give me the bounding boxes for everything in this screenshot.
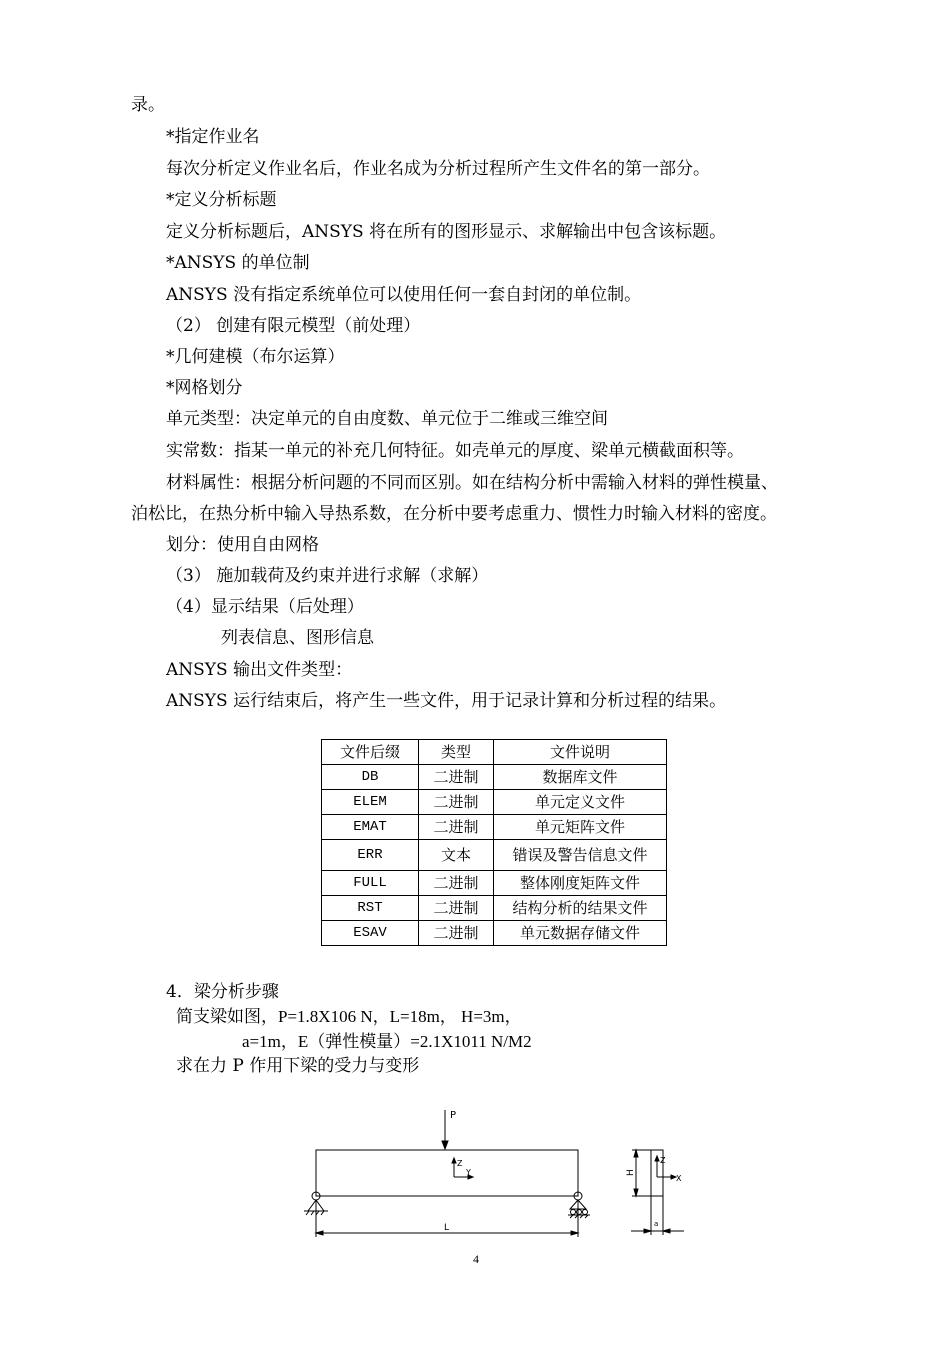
job-name-text: 每次分析定义作业名后，作业名成为分析过程所产生文件名的第一部分。: [166, 159, 710, 179]
section-z-label: Z: [660, 1156, 666, 1165]
cell-suffix: EMAT: [322, 815, 419, 840]
continued-text: 录。: [131, 95, 165, 115]
result-info-text: 列表信息、图形信息: [221, 628, 374, 648]
material-text-cont: 泊松比，在热分析中输入导热系数，在分析中要考虑重力、惯性力时输入材料的密度。: [131, 504, 777, 524]
title-text: 定义分析标题后，ANSYS 将在所有的图形显示、求解输出中包含该标题。: [166, 222, 727, 242]
load-label: P: [450, 1110, 457, 1121]
item-job-name: *指定作业名: [166, 127, 260, 147]
section-4-heading: 4．梁分析步骤: [166, 982, 279, 1002]
table-row: [322, 921, 667, 946]
table-row: [322, 765, 667, 790]
table-row: [322, 840, 667, 871]
element-type-text: 单元类型：决定单元的自由度数、单元位于二维或三维空间: [166, 409, 608, 429]
height-label: H: [626, 1169, 636, 1176]
item-geometry: *几何建模（布尔运算）: [166, 347, 345, 367]
step-4-heading: （4）显示结果（后处理）: [166, 597, 364, 617]
cell-desc: 结构分析的结果文件: [494, 896, 667, 921]
item-meshing: *网格划分: [166, 378, 243, 398]
beam-y-label: Y: [466, 1168, 471, 1177]
section-x-label: X: [676, 1174, 682, 1183]
beam-z-label: Z: [457, 1159, 463, 1168]
table-row: [322, 871, 667, 896]
length-label: L: [444, 1223, 450, 1233]
beam-params-line1: 简支梁如图，P=1.8X106 N，L=18m， H=3m，: [176, 1007, 522, 1026]
step-3-heading: （3） 施加载荷及约束并进行求解（求解）: [166, 566, 489, 586]
table-header-row: [322, 740, 667, 765]
load-arrowhead: [442, 1141, 448, 1149]
step-2-heading: （2） 创建有限元模型（前处理）: [166, 316, 421, 336]
table-row: [322, 896, 667, 921]
beam-figure: [296, 1105, 696, 1245]
table-row: [322, 815, 667, 840]
item-title: *定义分析标题: [166, 190, 277, 210]
cell-desc: 单元定义文件: [494, 790, 667, 815]
table-row: [322, 790, 667, 815]
page-number: 4: [473, 1252, 479, 1266]
cell-desc: 整体刚度矩阵文件: [494, 871, 667, 896]
beam-params-line2: a=1m，E（弹性模量）=2.1X1011 N/M2: [242, 1032, 532, 1051]
cell-desc: 单元数据存储文件: [494, 921, 667, 946]
mesh-text: 划分：使用自由网格: [166, 535, 319, 555]
cell-desc: 数据库文件: [494, 765, 667, 790]
cell-suffix: ESAV: [322, 921, 419, 946]
cell-desc: 单元矩阵文件: [494, 815, 667, 840]
real-constant-text: 实常数：指某一单元的补充几何特征。如壳单元的厚度、梁单元横截面积等。: [166, 441, 744, 461]
col-header-suffix: 文件后缀: [322, 740, 419, 765]
col-header-type: 类型: [419, 740, 494, 765]
cell-suffix: ELEM: [322, 790, 419, 815]
cell-type: 二进制: [419, 871, 494, 896]
material-text: 材料属性：根据分析问题的不同而区别。如在结构分析中需输入材料的弹性模量、: [166, 473, 778, 493]
beam-task-line: 求在力 P 作用下梁的受力与变形: [176, 1056, 420, 1076]
cell-suffix: DB: [322, 765, 419, 790]
output-types-heading: ANSYS 输出文件类型：: [166, 660, 353, 680]
output-types-text: ANSYS 运行结束后，将产生一些文件，用于记录计算和分析过程的结果。: [166, 691, 727, 711]
cell-suffix: FULL: [322, 871, 419, 896]
cell-type: 二进制: [419, 790, 494, 815]
beam-rect: [316, 1150, 578, 1196]
cell-suffix: ERR: [322, 840, 419, 871]
col-header-desc: 文件说明: [494, 740, 667, 765]
cell-type: 二进制: [419, 765, 494, 790]
cell-type: 二进制: [419, 896, 494, 921]
units-text: ANSYS 没有指定系统单位可以使用任何一套自封闭的单位制。: [166, 285, 642, 305]
width-label: a: [654, 1220, 659, 1228]
cell-desc: 错误及警告信息文件: [494, 840, 667, 871]
item-units: *ANSYS 的单位制: [166, 253, 310, 273]
cell-type: 二进制: [419, 815, 494, 840]
cell-type: 文本: [419, 840, 494, 871]
cell-suffix: RST: [322, 896, 419, 921]
output-file-table: [321, 739, 667, 946]
cell-type: 二进制: [419, 921, 494, 946]
